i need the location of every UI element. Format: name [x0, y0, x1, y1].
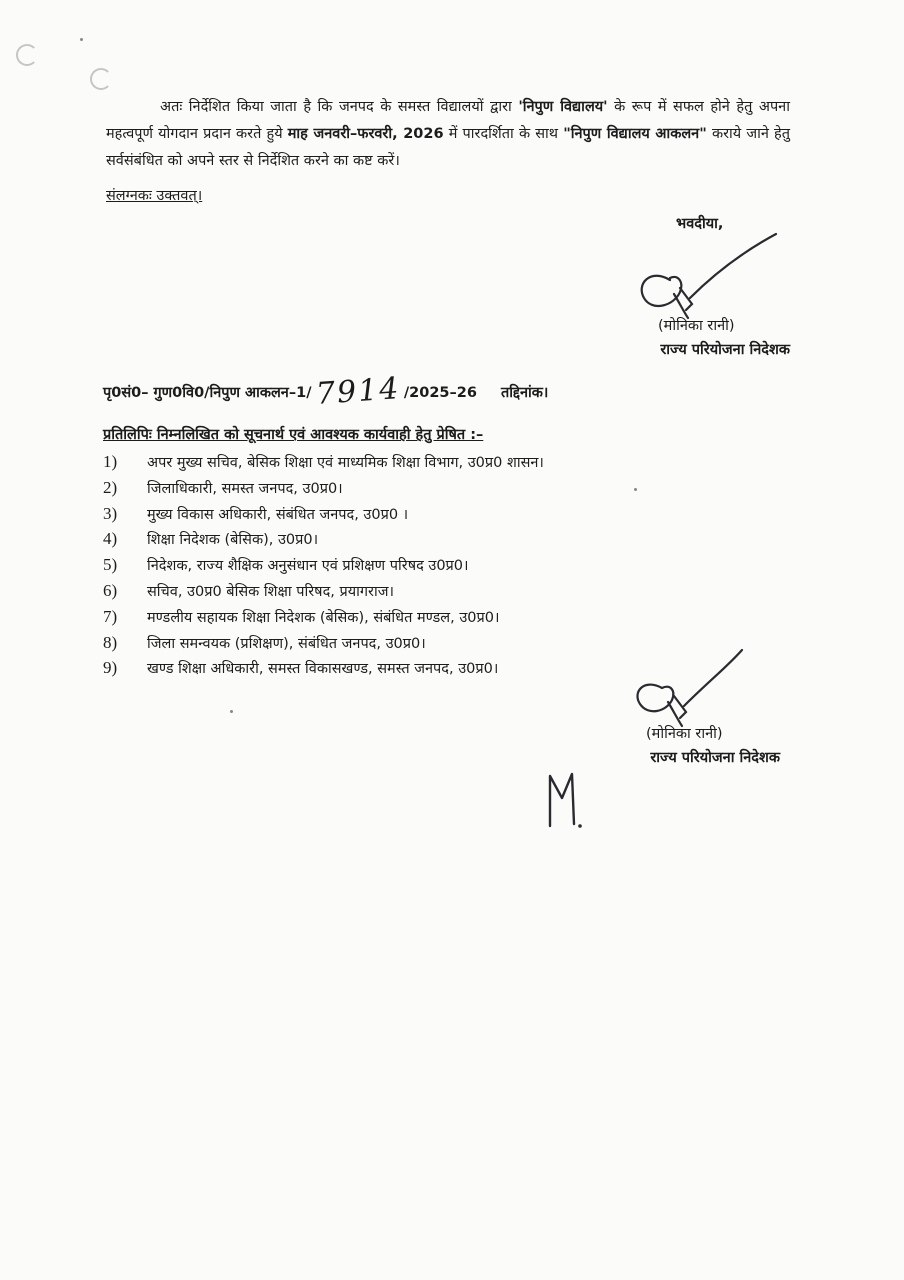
para-text: कराये जाने हेतु सर्वसंबंधित को अपने स्तर से निर्देशित करने का कष्ट करें।: [106, 126, 790, 169]
reference-date: तद्दिनांक।: [500, 385, 549, 401]
copy-to-list: [103, 452, 544, 684]
punch-hole-mark: [90, 68, 112, 90]
list-item-text: अपर मुख्य सचिव, बेसिक शिक्षा एवं माध्यमिक शिक्षा विभाग, उ0प्र0 शासन।: [147, 455, 544, 471]
list-item-text: जिला समन्वयक (प्रशिक्षण), संबंधित जनपद, उ0प्र0।: [147, 635, 426, 652]
para-text: में पारदर्शिता के साथ: [443, 126, 564, 142]
speck: [230, 710, 233, 713]
para-bold-text: माह जनवरी–फरवरी, 2026: [287, 126, 444, 142]
list-item-text: शिक्षा निदेशक (बेसिक), उ0प्र0।: [147, 532, 319, 549]
enclosure-note: संलग्नकः उक्तवत्।: [106, 188, 203, 204]
list-item-number: 2): [103, 477, 118, 497]
para-bold-text: "निपुण विद्यालय आकलन": [563, 126, 707, 142]
list-item-number: 6): [103, 580, 118, 600]
reference-suffix: /2025–26: [403, 385, 477, 401]
handwritten-initial: [544, 768, 588, 838]
signature-block-2: [588, 722, 780, 770]
copy-to-heading: प्रतिलिपिः निम्नलिखित को सूचनार्थ एवं आवश्यक कार्यवाही हेतु प्रेषित :–: [103, 427, 484, 443]
list-item-number: 5): [103, 555, 118, 575]
para-bold-text: 'निपुण विद्यालय': [518, 99, 608, 115]
para-text: अतः निर्देशित किया जाता है कि जनपद के समस्त विद्यालयों द्वारा: [160, 99, 519, 115]
list-item: [103, 581, 544, 607]
list-item-text: खण्ड शिक्षा अधिकारी, समस्त विकासखण्ड, समस्त जनपद, उ0प्र0।: [147, 661, 499, 678]
list-item-text: निदेशक, राज्य शैक्षिक अनुसंधान एवं प्रशिक्षण परिषद उ0प्र0।: [147, 558, 469, 575]
list-item: [103, 633, 544, 659]
para-text: के रूप में सफल होने हेतु अपना महत्वपूर्ण योगदान प्रदान करते हुये: [106, 99, 790, 142]
list-item-number: 8): [103, 632, 118, 652]
list-item: [103, 607, 544, 633]
body-paragraph: [106, 94, 790, 175]
signatory-name: (मोनिका रानी): [658, 318, 735, 334]
punch-hole-mark: [16, 44, 38, 66]
list-item-number: 3): [103, 503, 118, 523]
list-item-number: 4): [103, 529, 118, 549]
list-item: [103, 478, 544, 504]
list-item-text: मण्डलीय सहायक शिक्षा निदेशक (बेसिक), संबंधित मण्डल, उ0प्र0।: [147, 609, 500, 626]
reference-line: [103, 370, 549, 412]
list-item-text: जिलाधिकारी, समस्त जनपद, उ0प्र0।: [147, 480, 343, 497]
salutation: भवदीया,: [676, 216, 724, 232]
list-item: [103, 529, 544, 555]
list-item: [103, 555, 544, 581]
handwritten-reference-number: 7914: [314, 371, 401, 412]
signatory-designation: राज्य परियोजना निदेशक: [650, 750, 780, 766]
reference-prefix: पृ0सं0– गुण0वि0/निपुण आकलन–1/: [103, 385, 312, 401]
list-item: [103, 658, 544, 684]
list-item: [103, 452, 544, 478]
signatory-designation: राज्य परियोजना निदेशक: [660, 342, 790, 358]
signature-block-1-details: [580, 314, 790, 362]
signatory-name: (मोनिका रानी): [646, 726, 723, 742]
list-item-text: मुख्य विकास अधिकारी, संबंधित जनपद, उ0प्र0 ।: [147, 506, 409, 523]
list-item-number: 1): [103, 452, 118, 471]
speck: [634, 488, 637, 491]
list-item: [103, 504, 544, 530]
list-item-number: 9): [103, 658, 118, 678]
list-item-number: 7): [103, 606, 118, 626]
speck: [80, 38, 83, 41]
list-item-text: सचिव, उ0प्र0 बेसिक शिक्षा परिषद, प्रयागराज।: [147, 583, 394, 600]
